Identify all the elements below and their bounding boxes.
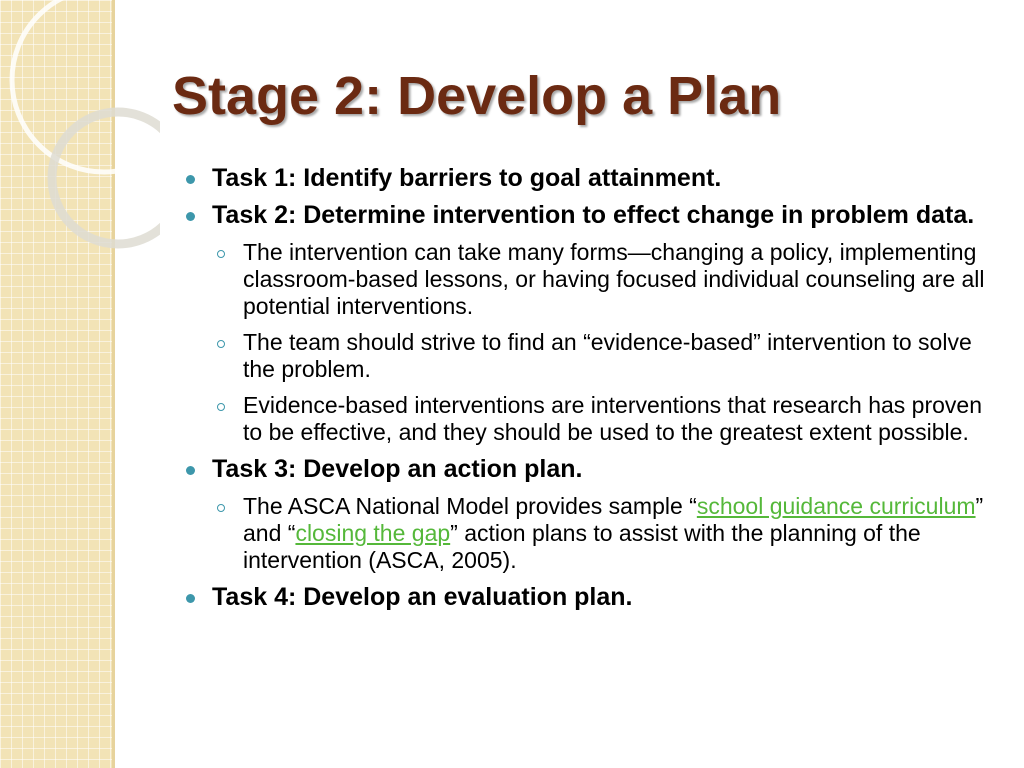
bullet-task-2: [184, 201, 994, 446]
sub-bullet-text: The intervention can take many forms—changing a policy, implementing classroom-based lessons, or having focused individual counseling are all potential interventions.: [243, 239, 985, 319]
bullet-text: Task 4: Develop an evaluation plan.: [212, 583, 633, 611]
sub-bullet: [212, 392, 994, 446]
link-school-guidance-curriculum[interactable]: school guidance curriculum: [696, 493, 976, 519]
bullet-dot-icon: [186, 212, 195, 221]
sub-bullet-text: The team should strive to find an “evidence-based” intervention to solve the problem.: [243, 329, 972, 382]
sub-bullet-text: [243, 493, 983, 573]
text-fragment: ” and “: [243, 493, 984, 546]
text-fragment: The ASCA National Model provides sample “: [243, 493, 697, 519]
bullet-task-3: [184, 455, 994, 574]
slide-content: [184, 164, 994, 620]
bullet-dot-icon: [186, 175, 195, 184]
bullet-list: [184, 164, 994, 612]
bullet-ring-icon: [217, 403, 225, 411]
decorative-circles: [0, 0, 160, 300]
sub-bullet-list: [212, 493, 994, 574]
slide-title: Stage 2: Develop a Plan: [172, 66, 782, 126]
bullet-ring-icon: [217, 250, 225, 258]
sub-bullet-text: Evidence-based interventions are interventions that research has proven to be effective, and they should be used to the greatest extent possible.: [243, 392, 982, 445]
bullet-task-1: [184, 164, 994, 193]
bullet-text: Task 1: Identify barriers to goal attainment.: [212, 164, 722, 192]
sub-bullet: [212, 239, 994, 320]
bullet-text: Task 3: Develop an action plan.: [212, 455, 583, 483]
sub-bullet-list: [212, 239, 994, 446]
sub-bullet: [212, 493, 994, 574]
bullet-ring-icon: [217, 340, 225, 348]
sub-bullet: [212, 329, 994, 383]
bullet-dot-icon: [186, 594, 195, 603]
text-fragment: ” action plans to assist with the planning of the intervention (ASCA, 2005).: [243, 520, 921, 573]
link-closing-the-gap[interactable]: closing the gap: [295, 520, 451, 546]
bullet-ring-icon: [217, 504, 225, 512]
bullet-text: Task 2: Determine intervention to effect change in problem data.: [212, 201, 975, 229]
bullet-dot-icon: [186, 466, 195, 475]
bullet-task-4: [184, 583, 994, 612]
